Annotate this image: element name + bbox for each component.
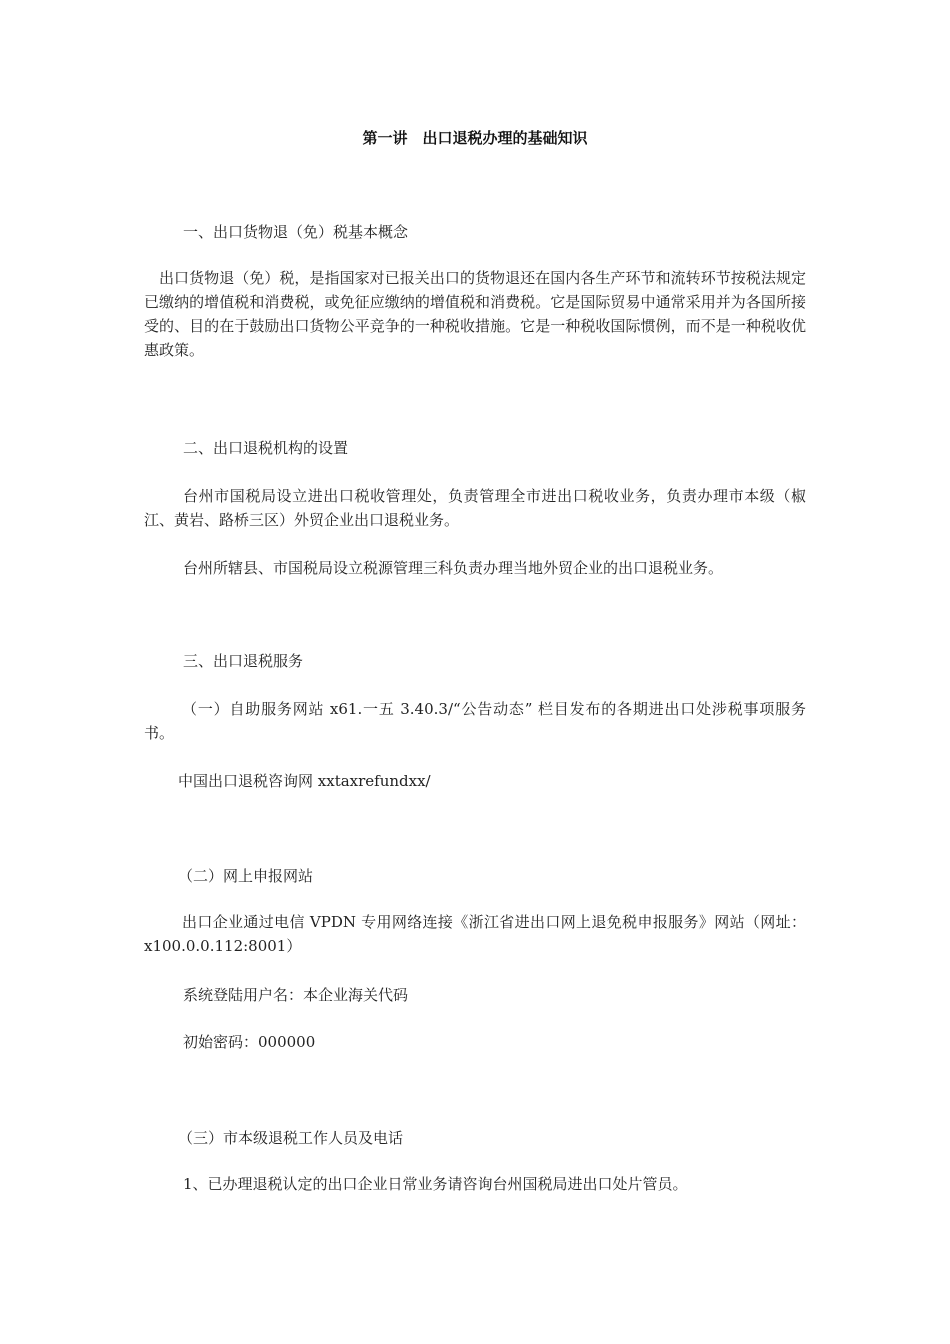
section-3-sub-3-item-1: 1、已办理退税认定的出口企业日常业务请咨询台州国税局进出口处片管员。: [183, 1175, 688, 1193]
section-3-sub-2-username: 系统登陆用户名：本企业海关代码: [183, 986, 409, 1004]
section-3-sub-1-paragraph: （一）自助服务网站 x61.一五 3.40.3/“公告动态” 栏目发布的各期进出口处涉税事项服务书。: [144, 700, 806, 742]
section-3-heading: 三、出口退税服务: [183, 652, 304, 670]
section-3-sub-2-heading: （二）网上申报网站: [178, 867, 314, 885]
section-3-sub-1-link-text: 中国出口退税咨询网 xxtaxrefundxx/: [178, 772, 431, 790]
section-2-paragraph-2: 台州所辖县、市国税局设立税源管理三科负责办理当地外贸企业的出口退税业务。: [183, 559, 724, 577]
section-3-sub-2-paragraph: 出口企业通过电信 VPDN 专用网络连接《浙江省进出口网上退免税申报服务》网站（网址：x100.0.0.112:8001）: [144, 913, 806, 955]
section-1-heading: 一、出口货物退（免）税基本概念: [183, 223, 409, 241]
section-1-paragraph: 出口货物退（免）税，是指国家对已报关出口的货物退还在国内各生产环节和流转环节按税法规定已缴纳的增值税和消费税，或免征应缴纳的增值税和消费税。它是国际贸易中通常采用并为各国所接受的、目的在于鼓励出口货物公平竞争的一种税收措施。它是一种税收国际惯例，而不是一种税收优惠政策。: [144, 269, 806, 359]
document-title: 第一讲 出口退税办理的基础知识: [362, 129, 588, 147]
section-3-sub-3-heading: （三）市本级退税工作人员及电话: [178, 1129, 404, 1147]
section-3-sub-2-password: 初始密码：000000: [183, 1033, 316, 1051]
section-2-heading: 二、出口退税机构的设置: [183, 439, 349, 457]
section-2-paragraph-1: 台州市国税局设立进出口税收管理处，负责管理全市进出口税收业务，负责办理市本级（椒江、黄岩、路桥三区）外贸企业出口退税业务。: [144, 487, 806, 529]
